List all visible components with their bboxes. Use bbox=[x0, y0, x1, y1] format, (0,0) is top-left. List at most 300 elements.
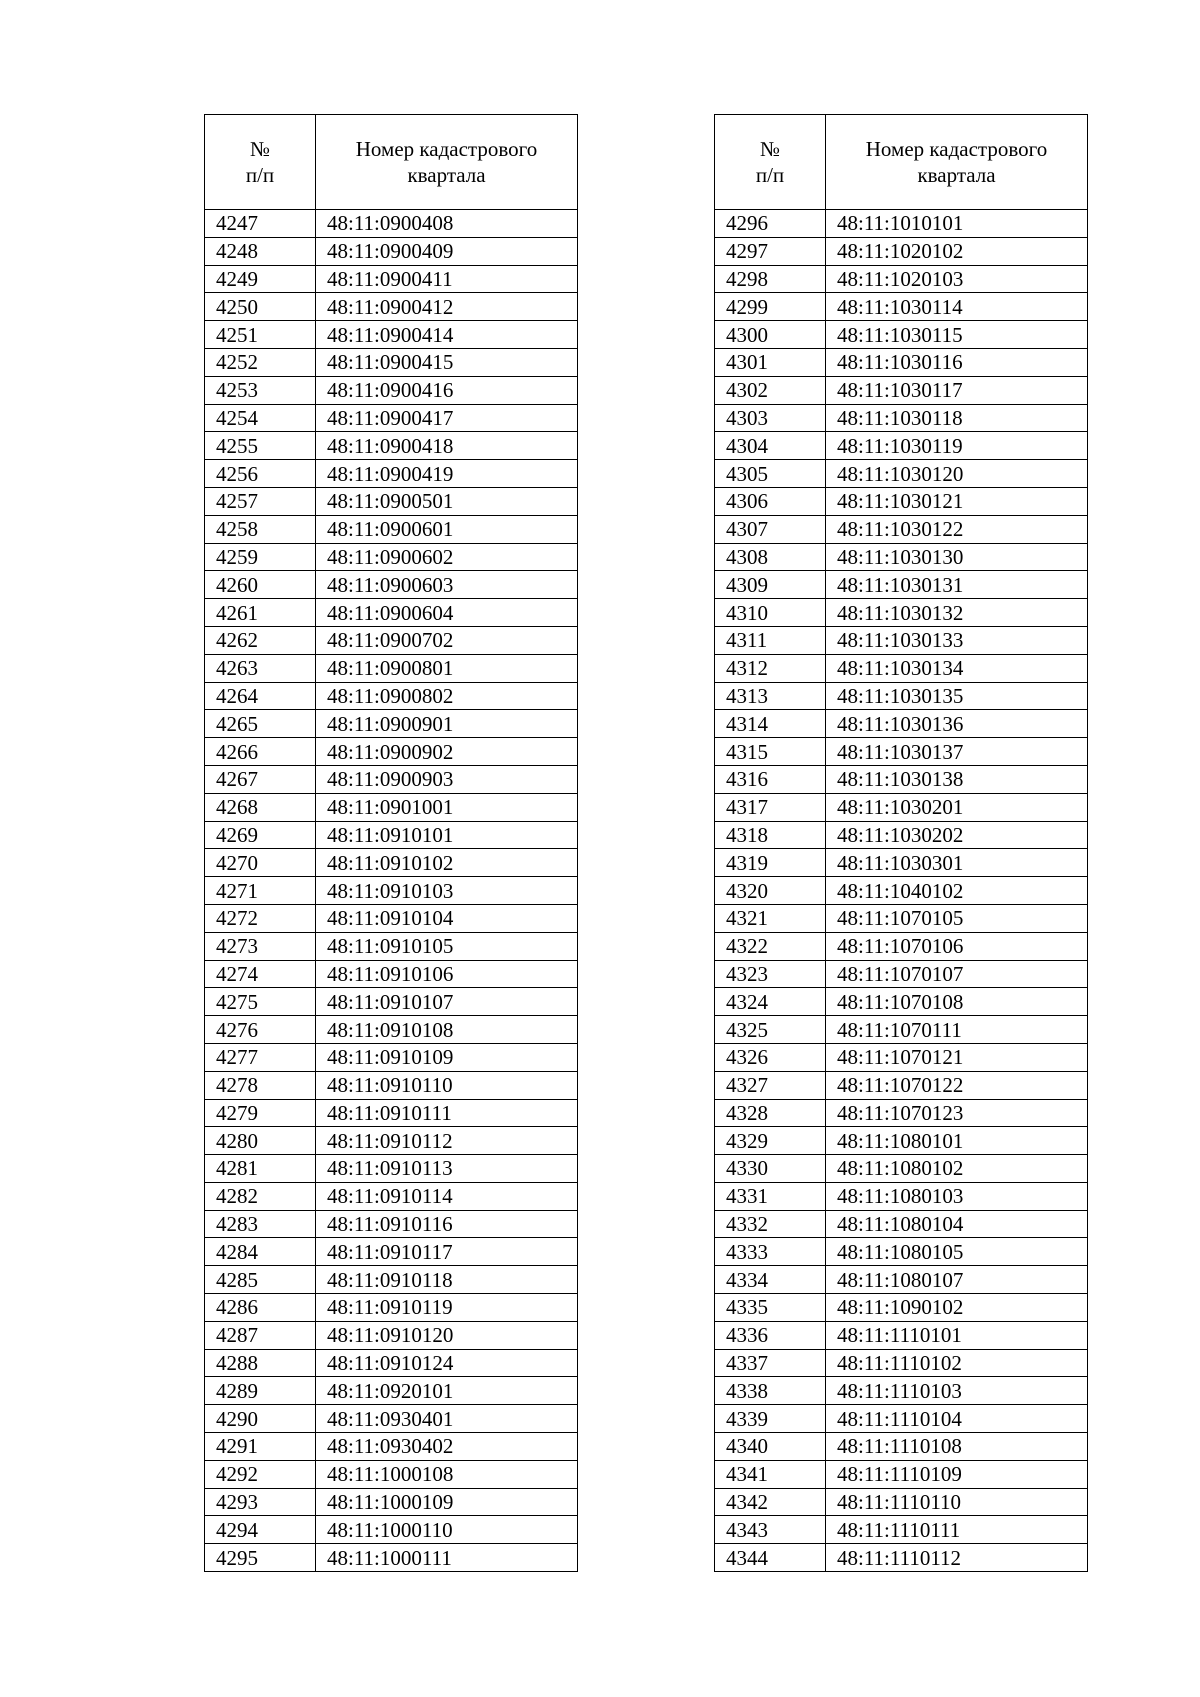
cadastral-number-cell: 48:11:1110104 bbox=[826, 1405, 1088, 1433]
row-number-cell: 4263 bbox=[205, 654, 316, 682]
row-number-cell: 4334 bbox=[715, 1266, 826, 1294]
table-row bbox=[715, 1155, 1088, 1183]
cadastral-number-cell: 48:11:0900802 bbox=[316, 682, 578, 710]
cadastral-number-cell: 48:11:1000110 bbox=[316, 1516, 578, 1544]
cadastral-number-cell: 48:11:0920101 bbox=[316, 1377, 578, 1405]
cadastral-number-cell: 48:11:1010101 bbox=[826, 210, 1088, 238]
table-row bbox=[205, 877, 578, 905]
table-row bbox=[715, 932, 1088, 960]
table-row bbox=[715, 321, 1088, 349]
cadastral-number-cell: 48:11:0900419 bbox=[316, 460, 578, 488]
table-row bbox=[715, 1377, 1088, 1405]
row-number-cell: 4272 bbox=[205, 904, 316, 932]
table-row bbox=[205, 432, 578, 460]
row-number-cell: 4254 bbox=[205, 404, 316, 432]
table-row bbox=[205, 1377, 578, 1405]
table-row bbox=[715, 210, 1088, 238]
row-number-cell: 4337 bbox=[715, 1349, 826, 1377]
cadastral-number-cell: 48:11:1030138 bbox=[826, 765, 1088, 793]
cadastral-number-cell: 48:11:1070122 bbox=[826, 1071, 1088, 1099]
cadastral-number-cell: 48:11:0910102 bbox=[316, 849, 578, 877]
cadastral-number-cell: 48:11:0900416 bbox=[316, 376, 578, 404]
row-number-cell: 4251 bbox=[205, 321, 316, 349]
cadastral-number-cell: 48:11:0910116 bbox=[316, 1210, 578, 1238]
row-number-cell: 4296 bbox=[715, 210, 826, 238]
table-row bbox=[205, 1071, 578, 1099]
cadastral-number-cell: 48:11:1070111 bbox=[826, 1016, 1088, 1044]
table-row bbox=[205, 293, 578, 321]
row-number-cell: 4322 bbox=[715, 932, 826, 960]
table-row bbox=[205, 793, 578, 821]
table-row bbox=[205, 404, 578, 432]
table-row bbox=[715, 738, 1088, 766]
cadastral-number-cell: 48:11:0910105 bbox=[316, 932, 578, 960]
cadastral-table-left bbox=[204, 114, 578, 1572]
cadastral-number-cell: 48:11:1030201 bbox=[826, 793, 1088, 821]
row-number-cell: 4323 bbox=[715, 960, 826, 988]
row-number-cell: 4248 bbox=[205, 237, 316, 265]
table-row bbox=[715, 849, 1088, 877]
cadastral-number-cell: 48:11:0910117 bbox=[316, 1238, 578, 1266]
table-row bbox=[205, 1516, 578, 1544]
table-row bbox=[205, 1182, 578, 1210]
cadastral-number-cell: 48:11:1070123 bbox=[826, 1099, 1088, 1127]
row-number-cell: 4291 bbox=[205, 1433, 316, 1461]
row-number-cell: 4326 bbox=[715, 1043, 826, 1071]
row-number-cell: 4332 bbox=[715, 1210, 826, 1238]
row-number-cell: 4252 bbox=[205, 348, 316, 376]
row-number-cell: 4313 bbox=[715, 682, 826, 710]
table-row bbox=[715, 265, 1088, 293]
cadastral-number-cell: 48:11:1070108 bbox=[826, 988, 1088, 1016]
table-row bbox=[715, 1433, 1088, 1461]
table-row bbox=[205, 348, 578, 376]
cadastral-number-cell: 48:11:1030301 bbox=[826, 849, 1088, 877]
cadastral-number-cell: 48:11:0900411 bbox=[316, 265, 578, 293]
cadastral-number-cell: 48:11:1030133 bbox=[826, 626, 1088, 654]
row-number-cell: 4311 bbox=[715, 626, 826, 654]
cadastral-number-cell: 48:11:0910111 bbox=[316, 1099, 578, 1127]
cadastral-number-cell: 48:11:0910107 bbox=[316, 988, 578, 1016]
table-row bbox=[205, 904, 578, 932]
row-number-cell: 4342 bbox=[715, 1488, 826, 1516]
cadastral-number-cell: 48:11:0910104 bbox=[316, 904, 578, 932]
table-row bbox=[715, 599, 1088, 627]
cadastral-number-cell: 48:11:0901001 bbox=[316, 793, 578, 821]
table-row bbox=[715, 1266, 1088, 1294]
cadastral-table-right bbox=[714, 114, 1088, 1572]
table-row bbox=[715, 1043, 1088, 1071]
table-row bbox=[205, 932, 578, 960]
table-row bbox=[715, 904, 1088, 932]
table-row bbox=[205, 237, 578, 265]
table-row bbox=[715, 1099, 1088, 1127]
cadastral-number-cell: 48:11:1040102 bbox=[826, 877, 1088, 905]
number-header-line2: п/п bbox=[755, 163, 785, 187]
row-number-cell: 4262 bbox=[205, 626, 316, 654]
row-number-cell: 4275 bbox=[205, 988, 316, 1016]
table-row bbox=[715, 1127, 1088, 1155]
cadastral-number-cell: 48:11:1030115 bbox=[826, 321, 1088, 349]
row-number-cell: 4314 bbox=[715, 710, 826, 738]
cadastral-number-cell: 48:11:0910113 bbox=[316, 1155, 578, 1183]
row-number-cell: 4271 bbox=[205, 877, 316, 905]
row-number-cell: 4285 bbox=[205, 1266, 316, 1294]
table-row bbox=[205, 265, 578, 293]
table-row bbox=[715, 1210, 1088, 1238]
cadastral-number-cell: 48:11:1110101 bbox=[826, 1321, 1088, 1349]
cadastral-number-cell: 48:11:0910112 bbox=[316, 1127, 578, 1155]
number-header-line2: п/п bbox=[245, 163, 275, 187]
cadastral-number-cell: 48:11:1080102 bbox=[826, 1155, 1088, 1183]
row-number-cell: 4318 bbox=[715, 821, 826, 849]
row-number-cell: 4330 bbox=[715, 1155, 826, 1183]
row-number-cell: 4290 bbox=[205, 1405, 316, 1433]
row-number-cell: 4253 bbox=[205, 376, 316, 404]
row-number-cell: 4249 bbox=[205, 265, 316, 293]
cadastral-number-cell: 48:11:0910120 bbox=[316, 1321, 578, 1349]
cadastral-number-cell: 48:11:1080103 bbox=[826, 1182, 1088, 1210]
table-row bbox=[205, 599, 578, 627]
row-number-cell: 4269 bbox=[205, 821, 316, 849]
row-number-cell: 4315 bbox=[715, 738, 826, 766]
cadastral-number-cell: 48:11:1030114 bbox=[826, 293, 1088, 321]
row-number-cell: 4319 bbox=[715, 849, 826, 877]
table-row bbox=[205, 515, 578, 543]
cadastral-number-cell: 48:11:1030116 bbox=[826, 348, 1088, 376]
row-number-cell: 4336 bbox=[715, 1321, 826, 1349]
table-row bbox=[205, 376, 578, 404]
cadastral-number-cell: 48:11:0910103 bbox=[316, 877, 578, 905]
table-row bbox=[205, 960, 578, 988]
table-row bbox=[205, 1294, 578, 1322]
cadastral-header-line2: квартала bbox=[407, 163, 486, 187]
table-row bbox=[715, 626, 1088, 654]
table-row bbox=[715, 432, 1088, 460]
cadastral-number-cell: 48:11:1000108 bbox=[316, 1460, 578, 1488]
table-row bbox=[715, 821, 1088, 849]
cadastral-number-cell: 48:11:1020103 bbox=[826, 265, 1088, 293]
table-row bbox=[715, 682, 1088, 710]
cadastral-number-cell: 48:11:0910106 bbox=[316, 960, 578, 988]
cadastral-number-cell: 48:11:0910124 bbox=[316, 1349, 578, 1377]
row-number-cell: 4307 bbox=[715, 515, 826, 543]
row-number-cell: 4341 bbox=[715, 1460, 826, 1488]
cadastral-number-cell: 48:11:1020102 bbox=[826, 237, 1088, 265]
row-number-cell: 4316 bbox=[715, 765, 826, 793]
table-row bbox=[205, 1321, 578, 1349]
table-row bbox=[715, 765, 1088, 793]
row-number-cell: 4259 bbox=[205, 543, 316, 571]
row-number-cell: 4295 bbox=[205, 1544, 316, 1572]
row-number-cell: 4310 bbox=[715, 599, 826, 627]
table-row bbox=[205, 849, 578, 877]
table-row bbox=[715, 515, 1088, 543]
row-number-cell: 4329 bbox=[715, 1127, 826, 1155]
cadastral-column-header bbox=[826, 115, 1088, 210]
cadastral-header-line1: Номер кадастрового bbox=[355, 137, 538, 161]
row-number-cell: 4304 bbox=[715, 432, 826, 460]
table-row bbox=[715, 487, 1088, 515]
cadastral-number-cell: 48:11:0910108 bbox=[316, 1016, 578, 1044]
table-row bbox=[205, 487, 578, 515]
cadastral-number-cell: 48:11:1110102 bbox=[826, 1349, 1088, 1377]
table-row bbox=[715, 1294, 1088, 1322]
cadastral-number-cell: 48:11:0900902 bbox=[316, 738, 578, 766]
cadastral-number-cell: 48:11:0900415 bbox=[316, 348, 578, 376]
table-row bbox=[205, 1127, 578, 1155]
table-row bbox=[715, 348, 1088, 376]
cadastral-number-cell: 48:11:0900501 bbox=[316, 487, 578, 515]
cadastral-number-cell: 48:11:1030135 bbox=[826, 682, 1088, 710]
cadastral-number-cell: 48:11:1070107 bbox=[826, 960, 1088, 988]
table-row bbox=[205, 988, 578, 1016]
table-row bbox=[715, 293, 1088, 321]
row-number-cell: 4274 bbox=[205, 960, 316, 988]
cadastral-number-cell: 48:11:0900601 bbox=[316, 515, 578, 543]
row-number-cell: 4260 bbox=[205, 571, 316, 599]
row-number-cell: 4287 bbox=[205, 1321, 316, 1349]
cadastral-number-cell: 48:11:1090102 bbox=[826, 1294, 1088, 1322]
row-number-cell: 4339 bbox=[715, 1405, 826, 1433]
cadastral-number-cell: 48:11:1030134 bbox=[826, 654, 1088, 682]
cadastral-number-cell: 48:11:0900408 bbox=[316, 210, 578, 238]
cadastral-number-cell: 48:11:1030137 bbox=[826, 738, 1088, 766]
cadastral-number-cell: 48:11:0900602 bbox=[316, 543, 578, 571]
row-number-cell: 4302 bbox=[715, 376, 826, 404]
row-number-cell: 4320 bbox=[715, 877, 826, 905]
table-row bbox=[715, 1405, 1088, 1433]
cadastral-number-cell: 48:11:0910109 bbox=[316, 1043, 578, 1071]
table-row bbox=[205, 821, 578, 849]
table-row bbox=[205, 654, 578, 682]
row-number-cell: 4284 bbox=[205, 1238, 316, 1266]
row-number-cell: 4282 bbox=[205, 1182, 316, 1210]
row-number-cell: 4278 bbox=[205, 1071, 316, 1099]
cadastral-number-cell: 48:11:1000109 bbox=[316, 1488, 578, 1516]
cadastral-number-cell: 48:11:0900412 bbox=[316, 293, 578, 321]
cadastral-header-line2: квартала bbox=[917, 163, 996, 187]
cadastral-number-cell: 48:11:1080107 bbox=[826, 1266, 1088, 1294]
row-number-cell: 4298 bbox=[715, 265, 826, 293]
table-row bbox=[205, 1266, 578, 1294]
row-number-cell: 4317 bbox=[715, 793, 826, 821]
table-row bbox=[205, 738, 578, 766]
cadastral-number-cell: 48:11:1110110 bbox=[826, 1488, 1088, 1516]
table-row bbox=[205, 1016, 578, 1044]
row-number-cell: 4325 bbox=[715, 1016, 826, 1044]
cadastral-number-cell: 48:11:1030202 bbox=[826, 821, 1088, 849]
cadastral-number-cell: 48:11:1030131 bbox=[826, 571, 1088, 599]
table-row bbox=[205, 1544, 578, 1572]
cadastral-number-cell: 48:11:1080104 bbox=[826, 1210, 1088, 1238]
table-row bbox=[715, 1016, 1088, 1044]
row-number-cell: 4261 bbox=[205, 599, 316, 627]
row-number-cell: 4301 bbox=[715, 348, 826, 376]
row-number-cell: 4264 bbox=[205, 682, 316, 710]
row-number-cell: 4328 bbox=[715, 1099, 826, 1127]
row-number-cell: 4299 bbox=[715, 293, 826, 321]
table-row bbox=[715, 877, 1088, 905]
cadastral-number-cell: 48:11:1030136 bbox=[826, 710, 1088, 738]
table-row bbox=[205, 765, 578, 793]
row-number-cell: 4305 bbox=[715, 460, 826, 488]
number-header-line1: № bbox=[249, 137, 271, 161]
table-row bbox=[715, 988, 1088, 1016]
table-row bbox=[205, 571, 578, 599]
row-number-cell: 4292 bbox=[205, 1460, 316, 1488]
cadastral-header-line1: Номер кадастрового bbox=[865, 137, 1048, 161]
cadastral-number-cell: 48:11:1110108 bbox=[826, 1433, 1088, 1461]
row-number-cell: 4303 bbox=[715, 404, 826, 432]
row-number-cell: 4280 bbox=[205, 1127, 316, 1155]
table-row bbox=[715, 1182, 1088, 1210]
row-number-cell: 4309 bbox=[715, 571, 826, 599]
row-number-cell: 4265 bbox=[205, 710, 316, 738]
cadastral-number-cell: 48:11:1110111 bbox=[826, 1516, 1088, 1544]
table-header-row bbox=[205, 115, 578, 210]
table-row bbox=[715, 710, 1088, 738]
table-row bbox=[205, 1460, 578, 1488]
table-row bbox=[715, 654, 1088, 682]
table-row bbox=[205, 682, 578, 710]
row-number-cell: 4276 bbox=[205, 1016, 316, 1044]
cadastral-number-cell: 48:11:0910119 bbox=[316, 1294, 578, 1322]
table-row bbox=[715, 404, 1088, 432]
row-number-cell: 4267 bbox=[205, 765, 316, 793]
row-number-cell: 4256 bbox=[205, 460, 316, 488]
table-row bbox=[205, 1238, 578, 1266]
row-number-cell: 4288 bbox=[205, 1349, 316, 1377]
table-row bbox=[205, 1349, 578, 1377]
cadastral-number-cell: 48:11:1030120 bbox=[826, 460, 1088, 488]
cadastral-number-cell: 48:11:1070121 bbox=[826, 1043, 1088, 1071]
number-column-header bbox=[205, 115, 316, 210]
cadastral-number-cell: 48:11:0910110 bbox=[316, 1071, 578, 1099]
cadastral-number-cell: 48:11:0900903 bbox=[316, 765, 578, 793]
row-number-cell: 4331 bbox=[715, 1182, 826, 1210]
table-row bbox=[715, 460, 1088, 488]
cadastral-number-cell: 48:11:1070106 bbox=[826, 932, 1088, 960]
row-number-cell: 4257 bbox=[205, 487, 316, 515]
table-row bbox=[205, 1405, 578, 1433]
table-row bbox=[715, 1071, 1088, 1099]
cadastral-number-cell: 48:11:1030119 bbox=[826, 432, 1088, 460]
table-row bbox=[205, 321, 578, 349]
row-number-cell: 4333 bbox=[715, 1238, 826, 1266]
cadastral-number-cell: 48:11:0910118 bbox=[316, 1266, 578, 1294]
cadastral-number-cell: 48:11:1000111 bbox=[316, 1544, 578, 1572]
table-row bbox=[715, 571, 1088, 599]
table-row bbox=[715, 793, 1088, 821]
cadastral-number-cell: 48:11:1030122 bbox=[826, 515, 1088, 543]
table-row bbox=[715, 1488, 1088, 1516]
table-row bbox=[205, 210, 578, 238]
table-body-left bbox=[205, 210, 578, 1572]
cadastral-number-cell: 48:11:0900418 bbox=[316, 432, 578, 460]
cadastral-number-cell: 48:11:0900901 bbox=[316, 710, 578, 738]
cadastral-number-cell: 48:11:1110112 bbox=[826, 1544, 1088, 1572]
cadastral-number-cell: 48:11:0900603 bbox=[316, 571, 578, 599]
row-number-cell: 4286 bbox=[205, 1294, 316, 1322]
table-row bbox=[715, 543, 1088, 571]
table-body-right bbox=[715, 210, 1088, 1572]
table-row bbox=[205, 1155, 578, 1183]
table-row bbox=[205, 1433, 578, 1461]
row-number-cell: 4340 bbox=[715, 1433, 826, 1461]
row-number-cell: 4258 bbox=[205, 515, 316, 543]
table-row bbox=[715, 1516, 1088, 1544]
row-number-cell: 4277 bbox=[205, 1043, 316, 1071]
cadastral-number-cell: 48:11:0910114 bbox=[316, 1182, 578, 1210]
row-number-cell: 4279 bbox=[205, 1099, 316, 1127]
cadastral-number-cell: 48:11:1030130 bbox=[826, 543, 1088, 571]
row-number-cell: 4273 bbox=[205, 932, 316, 960]
table-row bbox=[205, 626, 578, 654]
table-row bbox=[715, 960, 1088, 988]
row-number-cell: 4294 bbox=[205, 1516, 316, 1544]
number-header-line1: № bbox=[759, 137, 781, 161]
row-number-cell: 4293 bbox=[205, 1488, 316, 1516]
cadastral-number-cell: 48:11:1080105 bbox=[826, 1238, 1088, 1266]
row-number-cell: 4255 bbox=[205, 432, 316, 460]
table-row bbox=[715, 1544, 1088, 1572]
table-row bbox=[205, 1099, 578, 1127]
row-number-cell: 4247 bbox=[205, 210, 316, 238]
cadastral-number-cell: 48:11:0930401 bbox=[316, 1405, 578, 1433]
table-row bbox=[205, 1043, 578, 1071]
table-row bbox=[205, 710, 578, 738]
table-header-row bbox=[715, 115, 1088, 210]
cadastral-number-cell: 48:11:0910101 bbox=[316, 821, 578, 849]
row-number-cell: 4297 bbox=[715, 237, 826, 265]
cadastral-number-cell: 48:11:0900417 bbox=[316, 404, 578, 432]
row-number-cell: 4300 bbox=[715, 321, 826, 349]
row-number-cell: 4283 bbox=[205, 1210, 316, 1238]
row-number-cell: 4306 bbox=[715, 487, 826, 515]
row-number-cell: 4312 bbox=[715, 654, 826, 682]
row-number-cell: 4281 bbox=[205, 1155, 316, 1183]
cadastral-number-cell: 48:11:0900414 bbox=[316, 321, 578, 349]
row-number-cell: 4321 bbox=[715, 904, 826, 932]
table-row bbox=[205, 460, 578, 488]
table-row bbox=[715, 237, 1088, 265]
row-number-cell: 4344 bbox=[715, 1544, 826, 1572]
row-number-cell: 4327 bbox=[715, 1071, 826, 1099]
table-row bbox=[715, 1321, 1088, 1349]
number-column-header bbox=[715, 115, 826, 210]
cadastral-number-cell: 48:11:0900409 bbox=[316, 237, 578, 265]
table-row bbox=[715, 1349, 1088, 1377]
cadastral-number-cell: 48:11:1030117 bbox=[826, 376, 1088, 404]
row-number-cell: 4308 bbox=[715, 543, 826, 571]
table-row bbox=[715, 1460, 1088, 1488]
table-row bbox=[205, 543, 578, 571]
row-number-cell: 4289 bbox=[205, 1377, 316, 1405]
row-number-cell: 4270 bbox=[205, 849, 316, 877]
cadastral-number-cell: 48:11:0900604 bbox=[316, 599, 578, 627]
row-number-cell: 4338 bbox=[715, 1377, 826, 1405]
table-row bbox=[205, 1210, 578, 1238]
row-number-cell: 4266 bbox=[205, 738, 316, 766]
cadastral-number-cell: 48:11:1070105 bbox=[826, 904, 1088, 932]
cadastral-number-cell: 48:11:1110103 bbox=[826, 1377, 1088, 1405]
cadastral-column-header bbox=[316, 115, 578, 210]
table-row bbox=[715, 1238, 1088, 1266]
cadastral-number-cell: 48:11:1110109 bbox=[826, 1460, 1088, 1488]
row-number-cell: 4324 bbox=[715, 988, 826, 1016]
cadastral-number-cell: 48:11:1030121 bbox=[826, 487, 1088, 515]
